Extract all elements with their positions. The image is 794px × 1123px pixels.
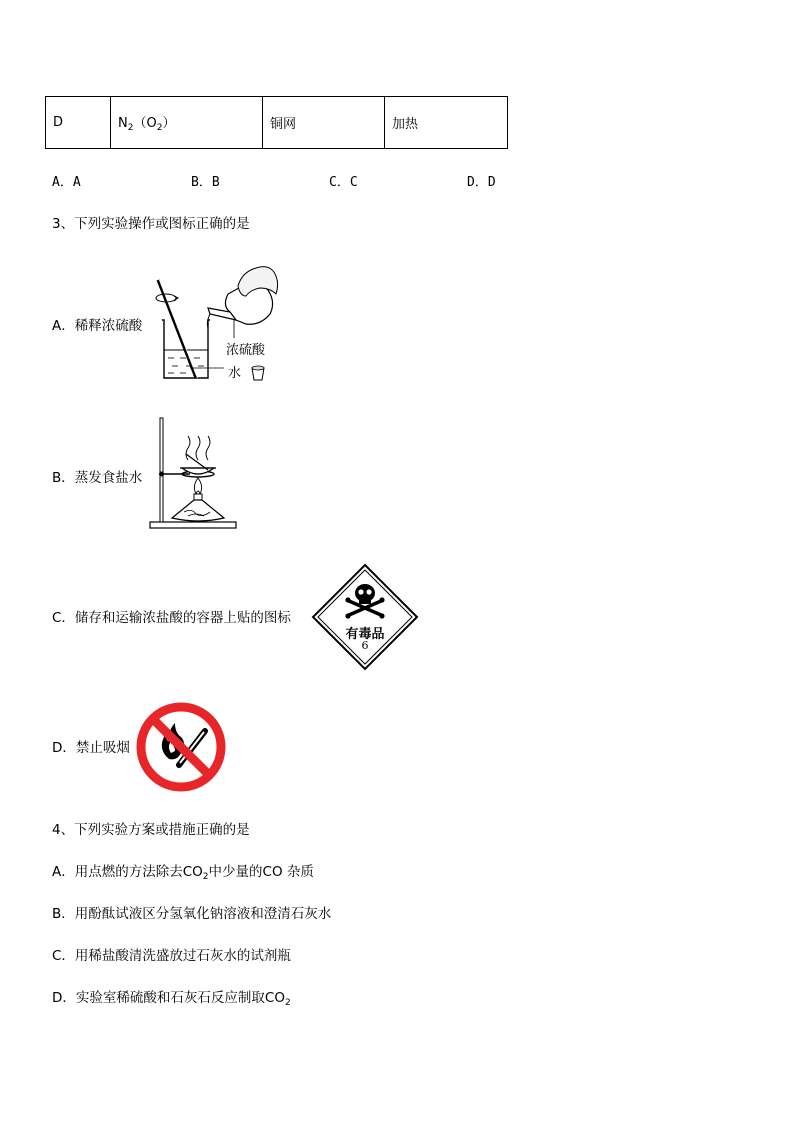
q3-option-a: A．稀释浓硫酸 <box>52 318 143 334</box>
choice-c: C．C <box>329 175 358 190</box>
evaporation-figure <box>148 414 240 532</box>
dilution-figure <box>150 262 280 387</box>
q3-option-c: C．储存和运输浓盐酸的容器上贴的图标 <box>52 610 291 626</box>
table-cell-option: D <box>46 97 111 149</box>
choice-b: B．B <box>191 175 220 190</box>
answer-table <box>45 96 508 149</box>
skull-crossbones-icon <box>311 563 419 671</box>
table-cell-method: 加热 <box>385 97 508 149</box>
table-row <box>46 97 508 149</box>
toxic-sign <box>311 563 419 671</box>
toxic-sign-text: 有毒品 <box>345 627 385 642</box>
q3-option-b: B．蒸发食盐水 <box>52 470 143 486</box>
no-smoking-icon <box>135 701 227 793</box>
label-concentrated-acid: 浓硫酸 <box>226 343 266 358</box>
table-cell-substance: $N_2(O_2)$ <box>111 97 263 149</box>
alcohol-lamp-icon <box>172 494 224 521</box>
q4-option-b: B．用酚酞试液区分氢氧化钠溶液和澄清石灰水 <box>52 906 332 922</box>
q4-option-d: D．实验室稀硫酸和石灰石反应制取$CO_2$ <box>52 990 291 1008</box>
question-4-stem: 4、下列实验方案或措施正确的是 <box>52 822 250 838</box>
question-3-stem: 3、下列实验操作或图标正确的是 <box>52 216 250 232</box>
label-water: 水 <box>228 366 242 381</box>
choice-d: D．D <box>467 175 496 190</box>
table-cell-reagent: 铜网 <box>263 97 385 149</box>
toxic-sign-number: 6 <box>361 639 369 652</box>
q4-option-c: C．用稀盐酸清洗盛放过石灰水的试剂瓶 <box>52 948 291 964</box>
q3-option-d: D．禁止吸烟 <box>52 740 130 756</box>
choice-a: A．A <box>52 175 81 190</box>
q4-option-a: A．用点燃的方法除去$CO_2$中少量的CO 杂质 <box>52 864 314 882</box>
